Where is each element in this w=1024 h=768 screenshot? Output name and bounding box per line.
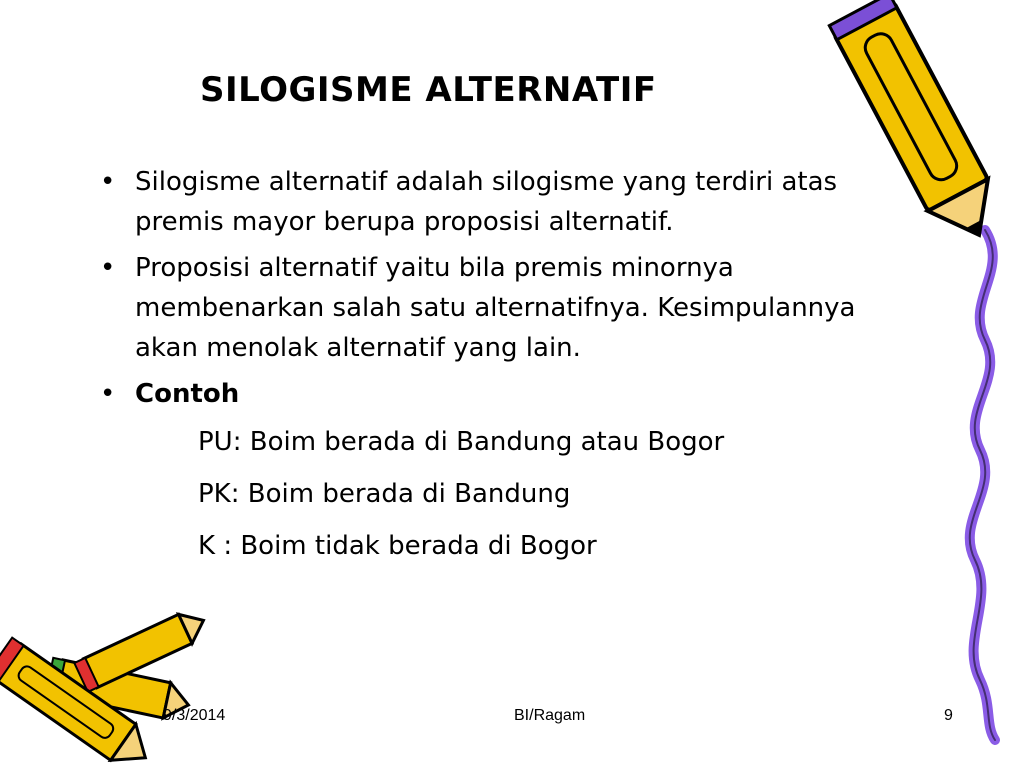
bullet-text: Proposisi alternatif yaitu bila premis minornya membenarkan salah satu alternatifnya. Kesimpulannya akan menolak alternatif yang lain. <box>135 253 856 363</box>
example-line-conclusion: K : Boim tidak berada di Bogor <box>198 531 597 561</box>
bullet-dot: • <box>100 253 116 283</box>
slide-title: SILOGISME ALTERNATIF <box>200 70 657 110</box>
footer-date: 9/3/2014 <box>163 707 226 724</box>
bullet-dot: • <box>100 167 116 197</box>
bullet-text: Silogisme alternatif adalah silogisme yang terdiri atas premis mayor berupa proposisi alternatif. <box>135 167 838 237</box>
footer-page-number: 9 <box>944 707 953 724</box>
bullet-text-example-heading: Contoh <box>135 379 240 409</box>
example-line-major-premise: PU: Boim berada di Bandung atau Bogor <box>198 427 725 457</box>
footer-center-text: BI/Ragam <box>514 707 586 724</box>
example-line-minor-premise: PK: Boim berada di Bandung <box>198 479 571 509</box>
bullet-dot: • <box>100 379 116 409</box>
